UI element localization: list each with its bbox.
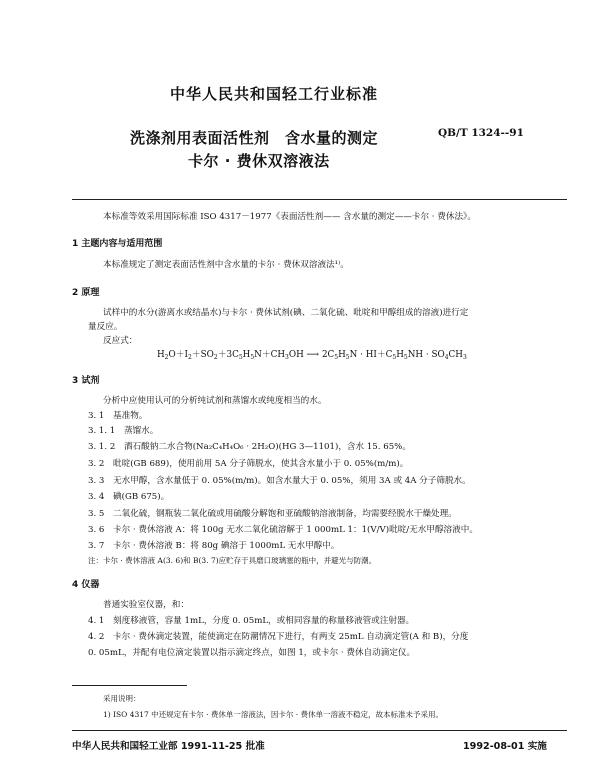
list-item-3-6: 3. 6 卡尔 · 费休溶液 A：将 100g 无水二氧化硫溶解于 1 000mL 1：1(V/V)吡啶/无水甲醇溶液中。 bbox=[88, 525, 478, 535]
footnote-text: 1) ISO 4317 中还规定有卡尔 · 费休单一溶液法，因卡尔 · 费休单一溶液不稳定，故本标准未予采用。 bbox=[103, 710, 443, 719]
list-item-4-2-cont: 0. 05mL，并配有电位滴定装置以指示滴定终点，如图 1，或卡尔 · 费休自动滴定仪。 bbox=[88, 648, 416, 658]
list-item-3-1-1: 3. 1. 1 蒸馏水。 bbox=[88, 426, 159, 436]
section-1-heading: 1 主题内容与适用范围 bbox=[72, 239, 163, 249]
section-3-text: 分析中应使用认可的分析纯试剂和蒸馏水或纯度相当的水。 bbox=[103, 396, 327, 406]
list-item-3-5: 3. 5 二氧化硫，钢瓶装二氧化硫或用硫酸分解饱和亚硫酸钠溶液制备，均需要经脱水干燥处理。 bbox=[88, 509, 457, 519]
standard-code: QB/T 1324--91 bbox=[438, 127, 524, 139]
section-1-text: 本标准规定了测定表面活性剂中含水量的卡尔 · 费休双溶液法¹⁾。 bbox=[103, 260, 349, 270]
footer-divider bbox=[72, 730, 567, 731]
footnote-label: 采用说明： bbox=[103, 694, 141, 703]
section-4-text: 普通实验室仪器，和： bbox=[103, 600, 189, 610]
section-2-text: 试样中的水分(游离水或结晶水)与卡尔 · 费休试剂(碘、二氧化硫、吡啶和甲醇组成的溶液)进行定 bbox=[103, 308, 469, 318]
section-2-text-cont: 量反应。 bbox=[88, 322, 123, 332]
reaction-label: 反应式： bbox=[103, 336, 138, 346]
list-item-3-4: 3. 4 碘(GB 675)。 bbox=[88, 492, 170, 502]
section-2-heading: 2 原理 bbox=[72, 288, 100, 298]
title-divider bbox=[72, 199, 567, 200]
standard-organization-header: 中华人民共和国轻工行业标准 bbox=[170, 85, 379, 103]
footnote-divider bbox=[72, 685, 187, 686]
document-title-line2: 卡尔 · 费休双溶液法 bbox=[188, 152, 330, 170]
section-3-note: 注：卡尔 · 费休溶液 A(3. 6)和 B(3. 7)应贮存于具磨口玻璃塞的瓶中，并避光与防潮。 bbox=[88, 556, 377, 565]
list-item-3-1-2: 3. 1. 2 酒石酸钠二水合物(Na₂C₄H₄O₆ · 2H₂O)(HG 3—1101)，含水 15. 65%。 bbox=[88, 442, 411, 452]
section-3-heading: 3 试剂 bbox=[72, 376, 100, 386]
list-item-3-1: 3. 1 基准物。 bbox=[88, 411, 148, 421]
intro-paragraph: 本标准等效采用国际标准 ISO 4317－1977《表面活性剂—— 含水量的测定——卡尔 · 费休法》。 bbox=[103, 212, 476, 222]
document-title-line1: 洗涤剂用表面活性剂 含水量的测定 bbox=[130, 129, 379, 147]
section-4-heading: 4 仪器 bbox=[72, 580, 100, 590]
approval-date: 中华人民共和国轻工业部 1991-11-25 批准 bbox=[72, 741, 265, 752]
list-item-4-1: 4. 1 刻度移液管，容量 1mL，分度 0. 05mL，或相同容量的称量移液管或注射器。 bbox=[88, 616, 415, 626]
list-item-3-3: 3. 3 无水甲醇，含水量低于 0. 05%(m/m)。如含水量大于 0. 05%，须用 3A 或 4A 分子筛脱水。 bbox=[88, 476, 471, 486]
effective-date: 1992-08-01 实施 bbox=[463, 741, 547, 752]
list-item-3-2: 3. 2 吡啶(GB 689)，使用前用 5A 分子筛脱水，使其含水量小于 0. 05%(m/m)。 bbox=[88, 459, 409, 469]
reaction-equation: $H_2O+I_2+SO_2+3C_5H_5N+CH_3OH$ ⟶ $2C_5H_5N \cdot HI+C_5H_5NH \cdot SO_4CH_3$ bbox=[157, 350, 467, 361]
list-item-3-7: 3. 7 卡尔 · 费休溶液 B：将 80g 碘溶于 1000mL 无水甲醇中。 bbox=[88, 541, 340, 551]
list-item-4-2: 4. 2 卡尔 · 费休滴定装置，能使滴定在防潮情况下进行，有两支 25mL 自动滴定管(A 和 B)，分度 bbox=[88, 632, 469, 642]
